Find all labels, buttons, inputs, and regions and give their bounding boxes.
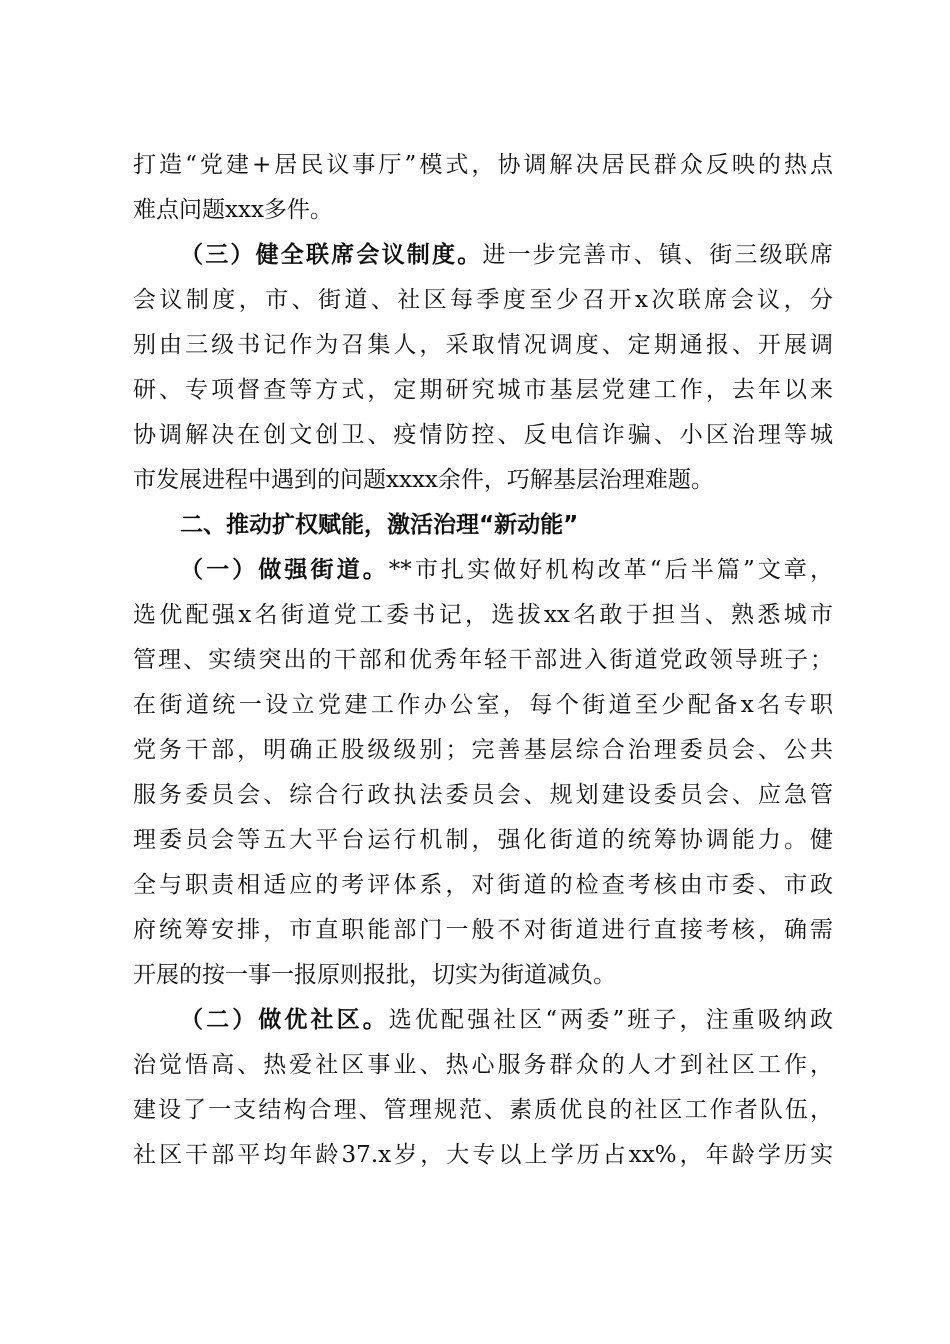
section-lead: （三）健全联席会议制度。 <box>180 241 483 268</box>
paragraph-line: 市发展进程中遇到的问题xxxx余件，巧解基层治理难题。 <box>133 467 714 493</box>
paragraph-line: 研、专项督查等方式，定期研究城市基层党建工作，去年以来 <box>133 377 833 403</box>
paragraph-line: 理委员会等五大平台运行机制，强化街道的统筹协调能力。健 <box>133 827 833 853</box>
paragraph-first-line <box>180 554 833 586</box>
paragraph-text: 选优配强社区“两委”班子，注重吸纳政 <box>388 1007 833 1033</box>
paragraph-line: 打造“党建+居民议事厅”模式，协调解决居民群众反映的热点 <box>133 152 833 178</box>
section-lead: （二）做优社区。 <box>180 1006 389 1033</box>
section-heading: 二、推动扩权赋能，激活治理“新动能” <box>180 512 579 538</box>
paragraph-line: 服务委员会、综合行政执法委员会、规划建设委员会、应急管 <box>133 782 833 808</box>
paragraph-line: 建设了一支结构合理、管理规范、素质优良的社区工作者队伍， <box>133 1097 833 1123</box>
paragraph-line: 难点问题xxx多件。 <box>133 197 333 223</box>
paragraph-line: 在街道统一设立党建工作办公室，每个街道至少配备x名专职 <box>133 692 833 718</box>
paragraph-line: 全与职责相适应的考评体系，对街道的检查考核由市委、市政 <box>133 872 833 898</box>
paragraph-line: 选优配强x名街道党工委书记，选拔xx名敢于担当、熟悉城市 <box>133 602 833 628</box>
paragraph-line: 社区干部平均年龄37.x岁，大专以上学历占xx%，年龄学历实 <box>133 1142 833 1168</box>
paragraph-line: 开展的按一事一报原则报批，切实为街道减负。 <box>133 962 616 988</box>
paragraph-first-line <box>180 239 833 271</box>
paragraph-first-line <box>180 1004 833 1036</box>
paragraph-text: 进一步完善市、镇、街三级联席 <box>482 242 833 268</box>
paragraph-line: 党务干部，明确正股级级别；完善基层综合治理委员会、公共 <box>133 737 833 763</box>
paragraph-line: 协调解决在创文创卫、疫情防控、反电信诈骗、小区治理等城 <box>133 422 833 448</box>
paragraph-line: 管理、实绩突出的干部和优秀年轻干部进入街道党政领导班子； <box>133 647 833 673</box>
paragraph-line: 别由三级书记作为召集人，采取情况调度、定期通报、开展调 <box>133 332 833 358</box>
paragraph-line: 府统筹安排，市直职能部门一般不对街道进行直接考核，确需 <box>133 917 833 943</box>
paragraph-line: 会议制度，市、街道、社区每季度至少召开x次联席会议，分 <box>133 287 833 313</box>
section-lead: （一）做强街道。 <box>180 556 389 583</box>
paragraph-text: **市扎实做好机构改革“后半篇”文章， <box>388 557 833 583</box>
paragraph-line: 治觉悟高、热爱社区事业、热心服务群众的人才到社区工作， <box>133 1052 833 1078</box>
